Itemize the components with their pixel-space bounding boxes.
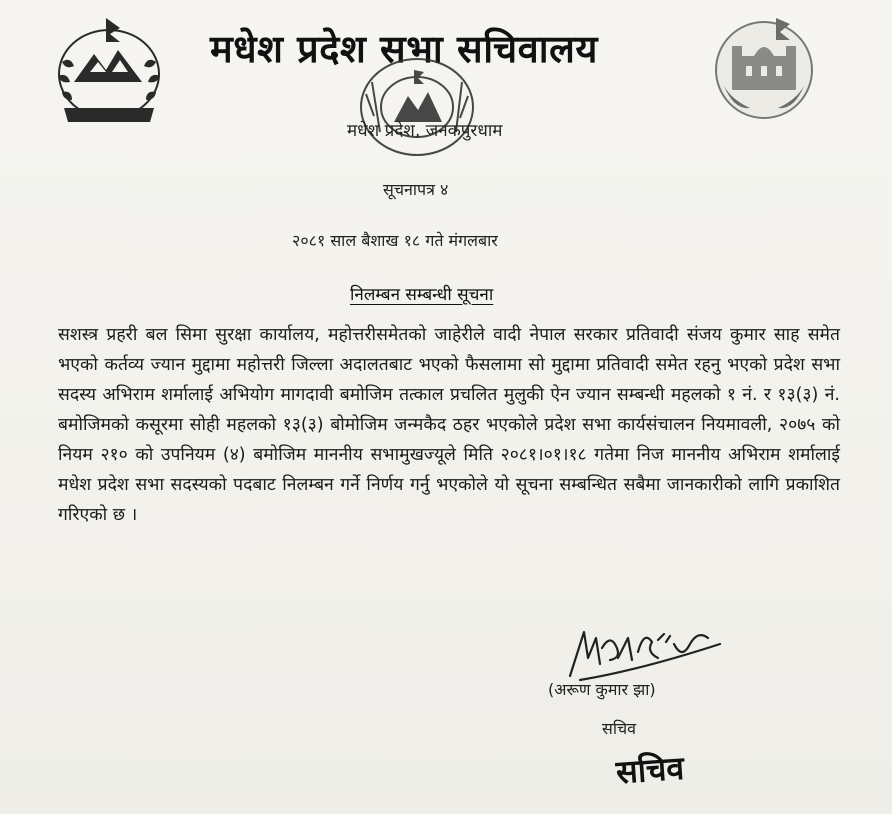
office-location: मधेश प्रदेश, जनकपुरधाम bbox=[347, 121, 503, 141]
notice-date: २०८१ साल बैशाख १८ गते मंगलबार bbox=[292, 231, 498, 250]
signer-title: सचिव bbox=[602, 719, 637, 738]
office-title: मधेश प्रदेश सभा सचिवालय bbox=[210, 27, 598, 71]
notice-heading: निलम्बन सम्बन्धी सूचना bbox=[350, 285, 494, 305]
notice-number: सूचनापत्र ४ bbox=[383, 180, 449, 199]
stamp-title: सचिव bbox=[614, 748, 686, 792]
notice-body: सशस्त्र प्रहरी बल सिमा सुरक्षा कार्यालय, महोत्तरीसमेतको जाहेरीले वादी नेपाल सरकार प्रतिवादी संजय कुमार साह समेत भएको कर्तव्य ज्यान मुद्दामा महोत्तरी जिल्ला अदालतबाट भएको फैसलामा सो मुद्दामा प्रतिवादी समेत रहनु भएको प्रदेश सभा सदस्य अभिराम शर्मालाई अभियोग मागदावी बमोजिम तत्काल प्रचलित मुलुकी ऐन ज्यान सम्बन्धी महलको १ नं. र १३(३) नं. बमोजिमको कसूरमा सोही महलको १३(३) बोमोजिम जन्मकैद ठहर भएकोले प्रदेश सभा कार्यसंचालन नियमावली, २०७५ को नियम २१० को उपनियम (४) बमोजिम माननीय सभामुखज्यूले मिति २०८१।०१।१८ गतेमा निज माननीय अभिराम शर्मालाई मधेश प्रदेश सभा सदस्यको पदबाट निलम्बन गर्ने निर्णय गर्नु भएकोले यो सूचना सम्बन्धित सबैमा जानकारीको लागि प्रकाशित गरिएको छ । bbox=[58, 325, 840, 525]
office-round-seal-icon bbox=[352, 52, 482, 162]
assembly-building-emblem-icon bbox=[710, 12, 818, 124]
signer-name: (अरूण कुमार झा) bbox=[548, 680, 656, 699]
nepal-government-emblem-icon bbox=[46, 12, 172, 132]
